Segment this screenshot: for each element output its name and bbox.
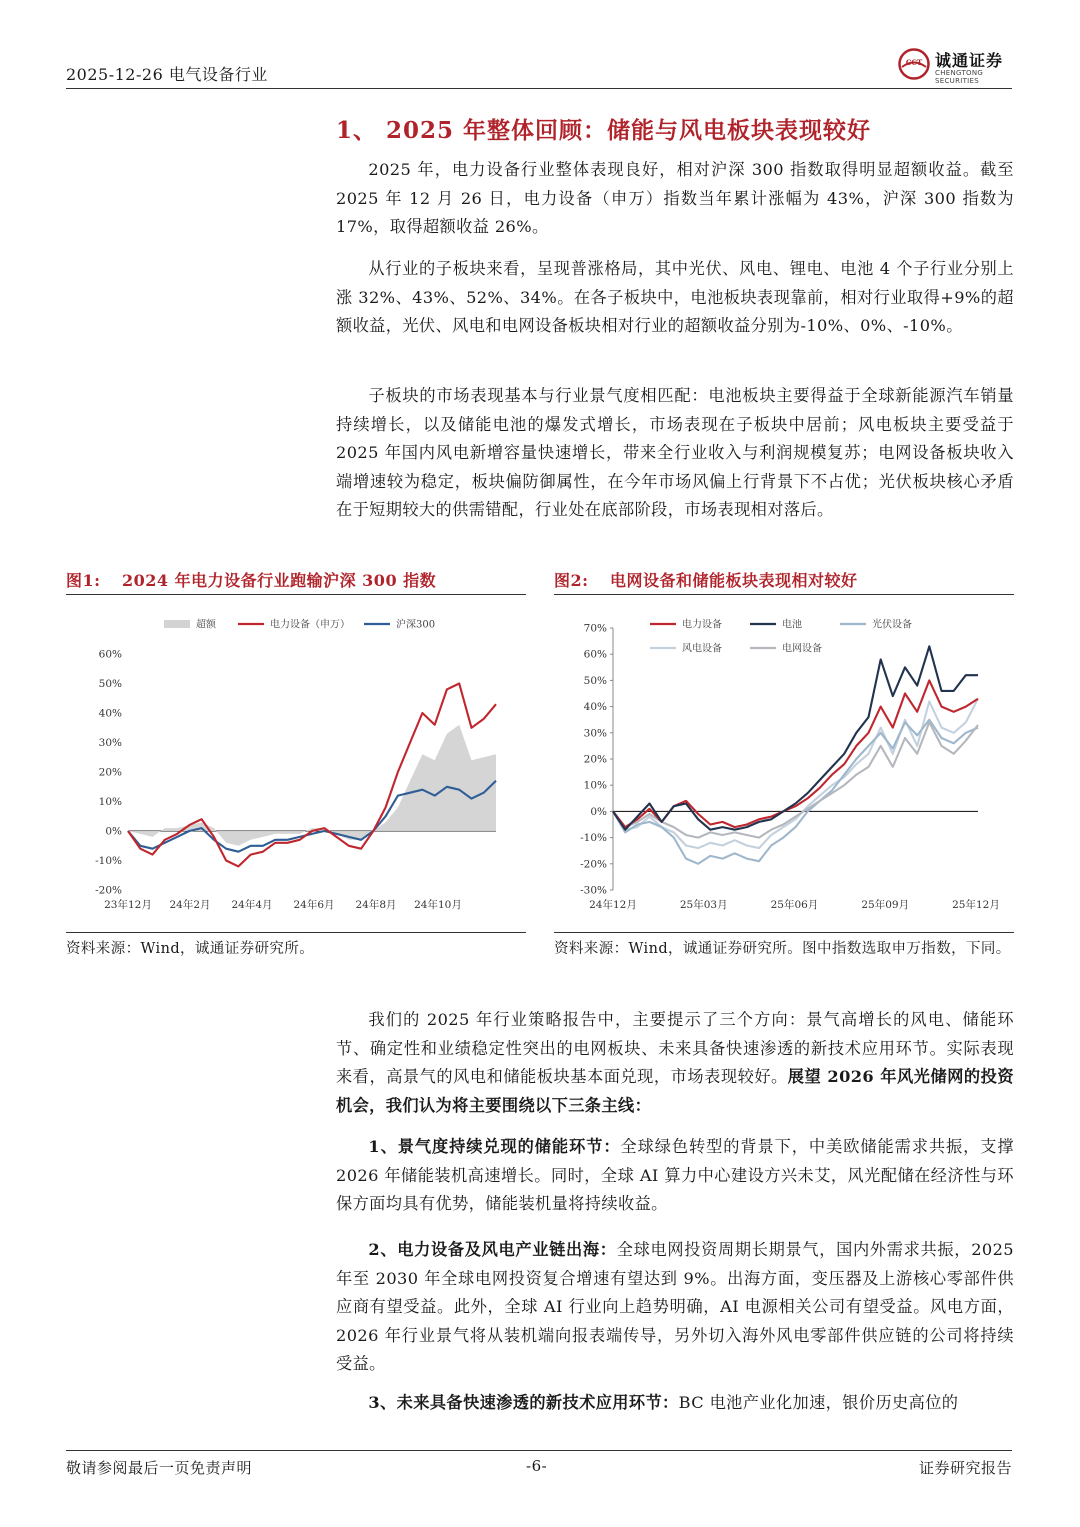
mainline-item-3 — [336, 1389, 1014, 1418]
y-tick-label: 10% — [583, 779, 607, 792]
y-tick-label: 30% — [583, 727, 607, 740]
y-tick-label: -20% — [580, 858, 607, 871]
header-rule — [66, 88, 1012, 89]
y-tick-label: -10% — [580, 832, 607, 845]
y-tick-label: 20% — [583, 753, 607, 766]
logo-name-cn: 诚通证券 — [935, 51, 1004, 70]
y-tick-label: 60% — [98, 648, 122, 661]
figure1-rule — [66, 594, 526, 595]
figure2-chart — [554, 602, 1014, 928]
legend-label-csi: 沪深300 — [396, 619, 436, 631]
paragraph-2: 从行业的子板块来看，呈现普涨格局，其中光伏、风电、锂电、电池 4 个子行业分别上涨 32%、43%、52%、34%。在各子板块中，电池板块表现靠前，相对行业取得+9%的超额收益，光伏、风电和电网设备板块相对行业的超额收益分别为-10%、0%、-10%。 — [336, 259, 1014, 335]
mainline-item-3-text: BC 电池产业化加速，银价历史高位的 — [678, 1393, 959, 1412]
figure2-caption: 电网设备和储能板块表现相对较好 — [610, 571, 858, 590]
paragraph-4-bold: 展望 2026 年风光储网的投资机会，我们认为将主要围绕以下三条主线： — [336, 1067, 1014, 1115]
y-tick-label: -10% — [95, 855, 122, 867]
figure1-title — [66, 568, 436, 591]
y-tick-label: 0% — [590, 805, 607, 818]
paragraph-4 — [336, 1006, 1014, 1120]
y-tick-label: -20% — [95, 884, 122, 897]
legend-swatch-excess — [164, 620, 190, 628]
mainline-item-1-heading: 1、景气度持续兑现的储能环节： — [368, 1137, 621, 1156]
series-area-excess — [128, 725, 496, 846]
page-number: -6- — [526, 1457, 548, 1475]
paragraph-3: 子板块的市场表现基本与行业景气度相匹配：电池板块主要得益于全球新能源汽车销量持续增长，以及储能电池的爆发式增长，市场表现在子板块中居前；风电板块主要受益于 2025 年国内风电新增容量快速增长，带来全行业收入与利润规模复苏；电网设备板块收入端增速较为稳定，板块偏防御属性，在今年市场风偏上行背景下不占优；光伏板块核心矛盾在于短期较大的供需错配，行业处在底部阶段，市场表现相对落后。 — [336, 386, 1014, 519]
y-tick-label: 70% — [583, 622, 607, 635]
y-tick-label: 0% — [105, 825, 122, 838]
figure2-bottom-rule — [554, 932, 1014, 933]
x-tick-label: 24年2月 — [169, 899, 211, 911]
mainline-item-1-text: 全球绿色转型的背景下，中美欧储能需求共振，支撑 2026 年储能装机高速增长。同时，全球 AI 算力中心建设方兴未艾，风光配储在经济性与环保方面均具有优势，储能装机量将持续收益。 — [336, 1137, 1014, 1213]
x-tick-label: 24年10月 — [414, 899, 462, 911]
legend-label-excess: 超额 — [196, 619, 216, 631]
paragraph-4-text: 我们的 2025 年行业策略报告中，主要提示了三个方向：景气高增长的风电、储能环节、确定性和业绩稳定性突出的电网板块、未来具备快速渗透的新技术应用环节。实际表现来看，高景气的风电和储能板块基本面兑现，市场表现较好。 — [336, 1010, 1014, 1086]
figure2-rule — [554, 594, 1014, 595]
series-line-pv — [613, 720, 978, 864]
x-tick-label: 24年4月 — [231, 899, 273, 911]
x-tick-label: 24年8月 — [355, 899, 397, 911]
figure1-number: 图1: — [66, 571, 101, 590]
mainline-item-2-text: 全球电网投资周期长期景气，国内外需求共振，2025 年至 2030 年全球电网投资复合增速有望达到 9%。出海方面，变压器及上游核心零部件供应商有望受益。此外，全球 AI 行业向上趋势明确，AI 电源相关公司有望受益。风电方面，2026 年行业景气将从装机端向报表端传导，另外切入海外风电零部件供应链的公司将持续受益。 — [336, 1240, 1014, 1373]
x-tick-label: 23年12月 — [104, 899, 152, 911]
legend-label-power: 电力设备 — [682, 619, 722, 631]
x-tick-label: 24年12月 — [589, 899, 637, 911]
x-tick-label: 25年09月 — [861, 899, 910, 911]
x-tick-label: 25年12月 — [952, 899, 1000, 911]
company-logo — [898, 44, 1018, 84]
mainline-item-2 — [336, 1236, 1014, 1379]
series-line-power — [613, 680, 978, 827]
paragraph-1: 2025 年，电力设备行业整体表现良好，相对沪深 300 指数取得明显超额收益。截至 2025 年 12 月 26 日，电力设备（申万）指数当年累计涨幅为 43%，沪深 300 指数为 17%，取得超额收益 26%。 — [336, 160, 1014, 236]
figure2-source: 资料来源：Wind，诚通证券研究所。图中指数选取申万指数，下同。 — [554, 941, 1011, 957]
figure2-number: 图2: — [554, 571, 589, 590]
y-tick-label: 10% — [98, 796, 122, 808]
figure1-chart — [66, 602, 526, 928]
y-tick-label: 50% — [583, 674, 607, 687]
x-tick-label: 25年06月 — [770, 899, 819, 911]
footer-disclaimer: 敬请参阅最后一页免责声明 — [66, 1459, 253, 1477]
y-tick-label: 60% — [583, 648, 607, 661]
y-tick-label: 20% — [98, 766, 122, 779]
x-tick-label: 24年6月 — [293, 899, 335, 911]
y-tick-label: 50% — [98, 678, 122, 690]
legend-label-grid: 电网设备 — [782, 643, 822, 655]
footer-report-type: 证券研究报告 — [918, 1459, 1012, 1477]
figure1-caption: 2024 年电力设备行业跑输沪深 300 指数 — [122, 571, 437, 590]
figure1-bottom-rule — [66, 932, 526, 933]
legend-label-battery: 电池 — [782, 619, 802, 631]
mainline-item-1 — [336, 1133, 1014, 1219]
y-tick-label: 30% — [98, 737, 122, 749]
logo-name-en: CHENGTONG SECURITIES — [935, 69, 984, 85]
mainline-item-3-heading: 3、未来具备快速渗透的新技术应用环节： — [368, 1393, 679, 1412]
header-date-industry: 2025-12-26 电气设备行业 — [66, 65, 268, 84]
figure1-source: 资料来源：Wind，诚通证券研究所。 — [66, 941, 315, 957]
y-tick-label: -30% — [580, 884, 607, 897]
logo-mark-icon — [898, 48, 930, 80]
x-tick-label: 25年03月 — [679, 899, 728, 911]
y-tick-label: 40% — [583, 701, 607, 714]
footer-rule — [66, 1450, 1012, 1451]
figure2-title — [554, 568, 858, 591]
legend-label-wind: 风电设备 — [682, 643, 722, 655]
legend-label-pv: 光伏设备 — [872, 619, 912, 631]
svg-text:CCT: CCT — [905, 58, 923, 67]
section-title: 1、 2025 年整体回顾：储能与风电板块表现较好 — [336, 117, 872, 144]
mainline-item-2-heading: 2、电力设备及风电产业链出海： — [368, 1240, 617, 1259]
legend-label-power: 电力设备（申万） — [270, 619, 350, 631]
y-tick-label: 40% — [98, 707, 122, 720]
